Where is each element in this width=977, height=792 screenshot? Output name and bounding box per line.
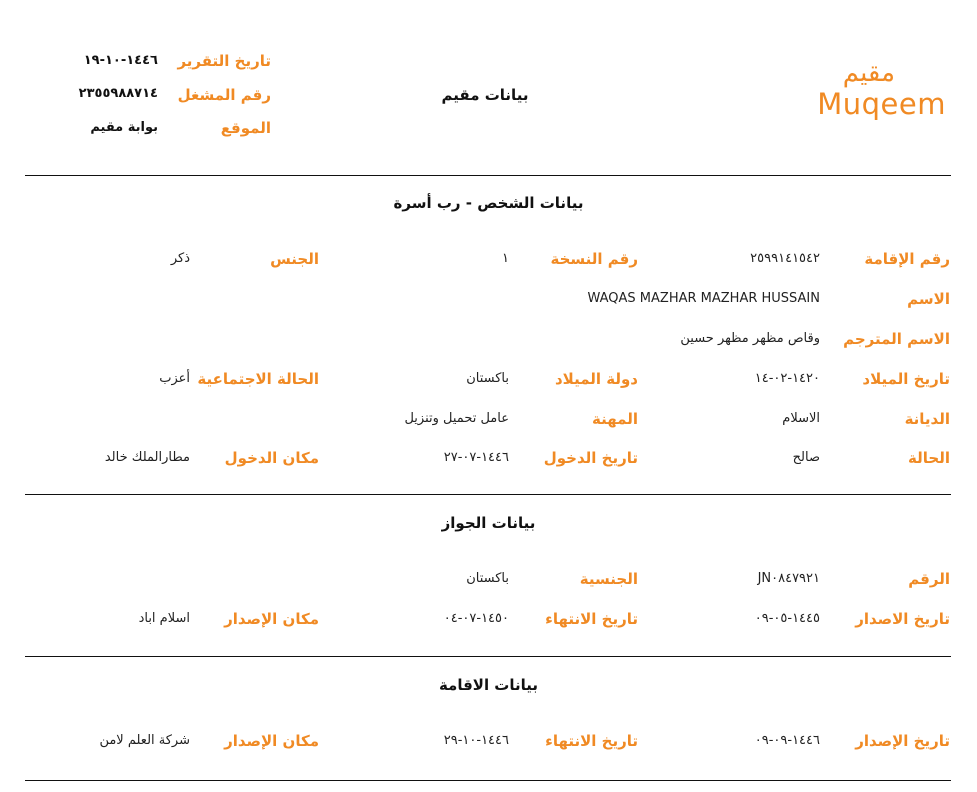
residence-expiry-date-value: ١٤٤٦-١٠-٢٩ xyxy=(443,733,509,748)
birth-country-value: باكستان xyxy=(466,371,509,386)
residence-expiry-date-label: تاريخ الانتهاء xyxy=(545,732,638,750)
divider xyxy=(25,494,951,495)
birth-date-label: تاريخ الميلاد xyxy=(862,370,950,388)
location-value: بوابة مقيم xyxy=(90,120,158,135)
iqama-number-label: رقم الإقامة xyxy=(864,250,950,268)
entry-place-label: مكان الدخول xyxy=(224,449,319,467)
nationality-value: باكستان xyxy=(466,571,509,586)
name-value: WAQAS MAZHAR MAZHAR HUSSAIN xyxy=(587,291,820,306)
divider xyxy=(25,175,951,176)
report-date-label: تاريخ التقرير xyxy=(177,52,271,70)
person-section-title: بيانات الشخص - رب أسرة xyxy=(393,194,584,212)
name-label: الاسم xyxy=(907,290,950,308)
marital-status-label: الحالة الاجتماعية xyxy=(197,370,319,388)
entry-date-value: ١٤٤٦-٠٧-٢٧ xyxy=(443,450,509,465)
passport-issue-place-label: مكان الإصدار xyxy=(224,610,319,628)
operator-number-label: رقم المشغل xyxy=(177,86,271,104)
entry-place-value: مطارالملك خالد xyxy=(104,450,190,465)
occupation-label: المهنة xyxy=(592,410,638,428)
entry-date-label: تاريخ الدخول xyxy=(543,449,638,467)
passport-expiry-date-label: تاريخ الانتهاء xyxy=(545,610,638,628)
passport-issue-date-label: تاريخ الاصدار xyxy=(855,610,950,628)
birth-country-label: دولة الميلاد xyxy=(554,370,638,388)
status-value: صالح xyxy=(792,450,820,465)
status-label: الحالة xyxy=(908,449,950,467)
residence-issue-place-value: شركة العلم لامن xyxy=(99,733,190,748)
translated-name-label: الاسم المترجم xyxy=(843,330,950,348)
passport-issue-place-value: اسلام اباد xyxy=(138,611,190,626)
marital-status-value: أعزب xyxy=(159,371,190,386)
copy-number-value: ١ xyxy=(502,251,509,266)
residence-issue-date-label: تاريخ الإصدار xyxy=(855,732,950,750)
divider xyxy=(25,656,951,657)
logo-arabic: مقيم xyxy=(842,58,895,88)
occupation-value: عامل تحميل وتنزيل xyxy=(404,411,509,426)
birth-date-value: ١٤٢٠-٠٢-١٤ xyxy=(754,371,820,386)
iqama-number-value: ٢٥٩٩١٤١٥٤٢ xyxy=(750,251,820,266)
divider xyxy=(25,780,951,781)
nationality-label: الجنسية xyxy=(579,570,638,588)
page-title: بيانات مقيم xyxy=(441,86,529,104)
residence-issue-date-value: ١٤٤٦-٠٩-٠٩ xyxy=(754,733,820,748)
passport-section-title: بيانات الجواز xyxy=(441,514,536,532)
report-date-value: ١٤٤٦-١٠-١٩ xyxy=(83,53,158,68)
residence-issue-place-label: مكان الإصدار xyxy=(224,732,319,750)
operator-number-value: ٢٣٥٥٩٨٨٧١٤ xyxy=(78,86,158,101)
religion-label: الديانة xyxy=(904,410,950,428)
gender-label: الجنس xyxy=(270,250,319,268)
copy-number-label: رقم النسخة xyxy=(550,250,638,268)
translated-name-value: وقاص مظهر مظهر حسين xyxy=(680,331,820,346)
passport-number-label: الرقم xyxy=(908,570,950,588)
gender-value: ذكر xyxy=(170,251,190,266)
passport-expiry-date-value: ١٤٥٠-٠٧-٠٤ xyxy=(443,611,509,626)
logo-english: Muqeem xyxy=(817,87,946,121)
residence-section-title: بيانات الاقامة xyxy=(438,676,539,694)
religion-value: الاسلام xyxy=(782,411,820,426)
passport-issue-date-value: ١٤٤٥-٠٥-٠٩ xyxy=(754,611,820,626)
location-label: الموقع xyxy=(220,119,271,137)
passport-number-value: JN٠٨٤٧٩٢١ xyxy=(757,571,820,586)
